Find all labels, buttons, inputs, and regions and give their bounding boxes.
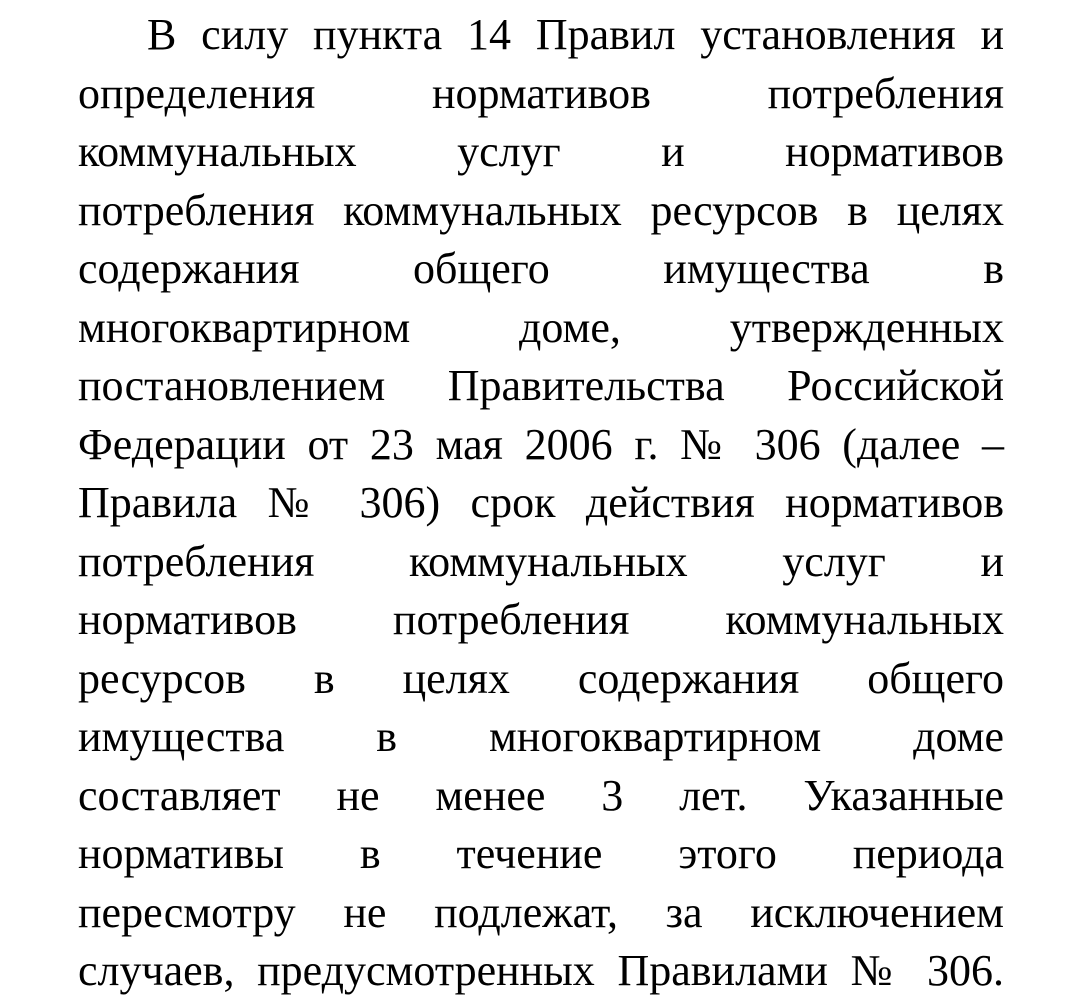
text-line: В силу пункта 14 Правил установления и (147, 10, 1004, 59)
text-line: потребления коммунальных услуг и (78, 536, 1004, 586)
document-paragraph (78, 0, 1004, 1001)
text-line: случаев, предусмотренных Правилами № 306. (78, 946, 1004, 995)
text-line: ресурсов в целях содержания общего (78, 653, 1004, 703)
text-line: Правила № 306) срок действия нормативов (78, 478, 1004, 527)
text-line: нормативы в течение этого периода (78, 829, 1004, 878)
text-line: постановлением Правительства Российской (78, 361, 1004, 410)
text-line: пересмотру не подлежат, за исключением (78, 887, 1004, 937)
text-line: коммунальных услуг и нормативов (78, 127, 1004, 176)
text-line: составляет не менее 3 лет. Указанные (78, 770, 1004, 820)
text-line: потребления коммунальных ресурсов в целях (78, 185, 1004, 235)
text-line: Федерации от 23 мая 2006 г. № 306 (далее – (78, 419, 1004, 469)
text-line: имущества в многоквартирном доме (78, 712, 1004, 761)
text-line: содержания общего имущества в (78, 244, 1004, 293)
text-line: многоквартирном доме, утвержденных (78, 302, 1004, 352)
text-line: определения нормативов потребления (78, 68, 1004, 118)
text-line: нормативов потребления коммунальных (78, 595, 1004, 644)
